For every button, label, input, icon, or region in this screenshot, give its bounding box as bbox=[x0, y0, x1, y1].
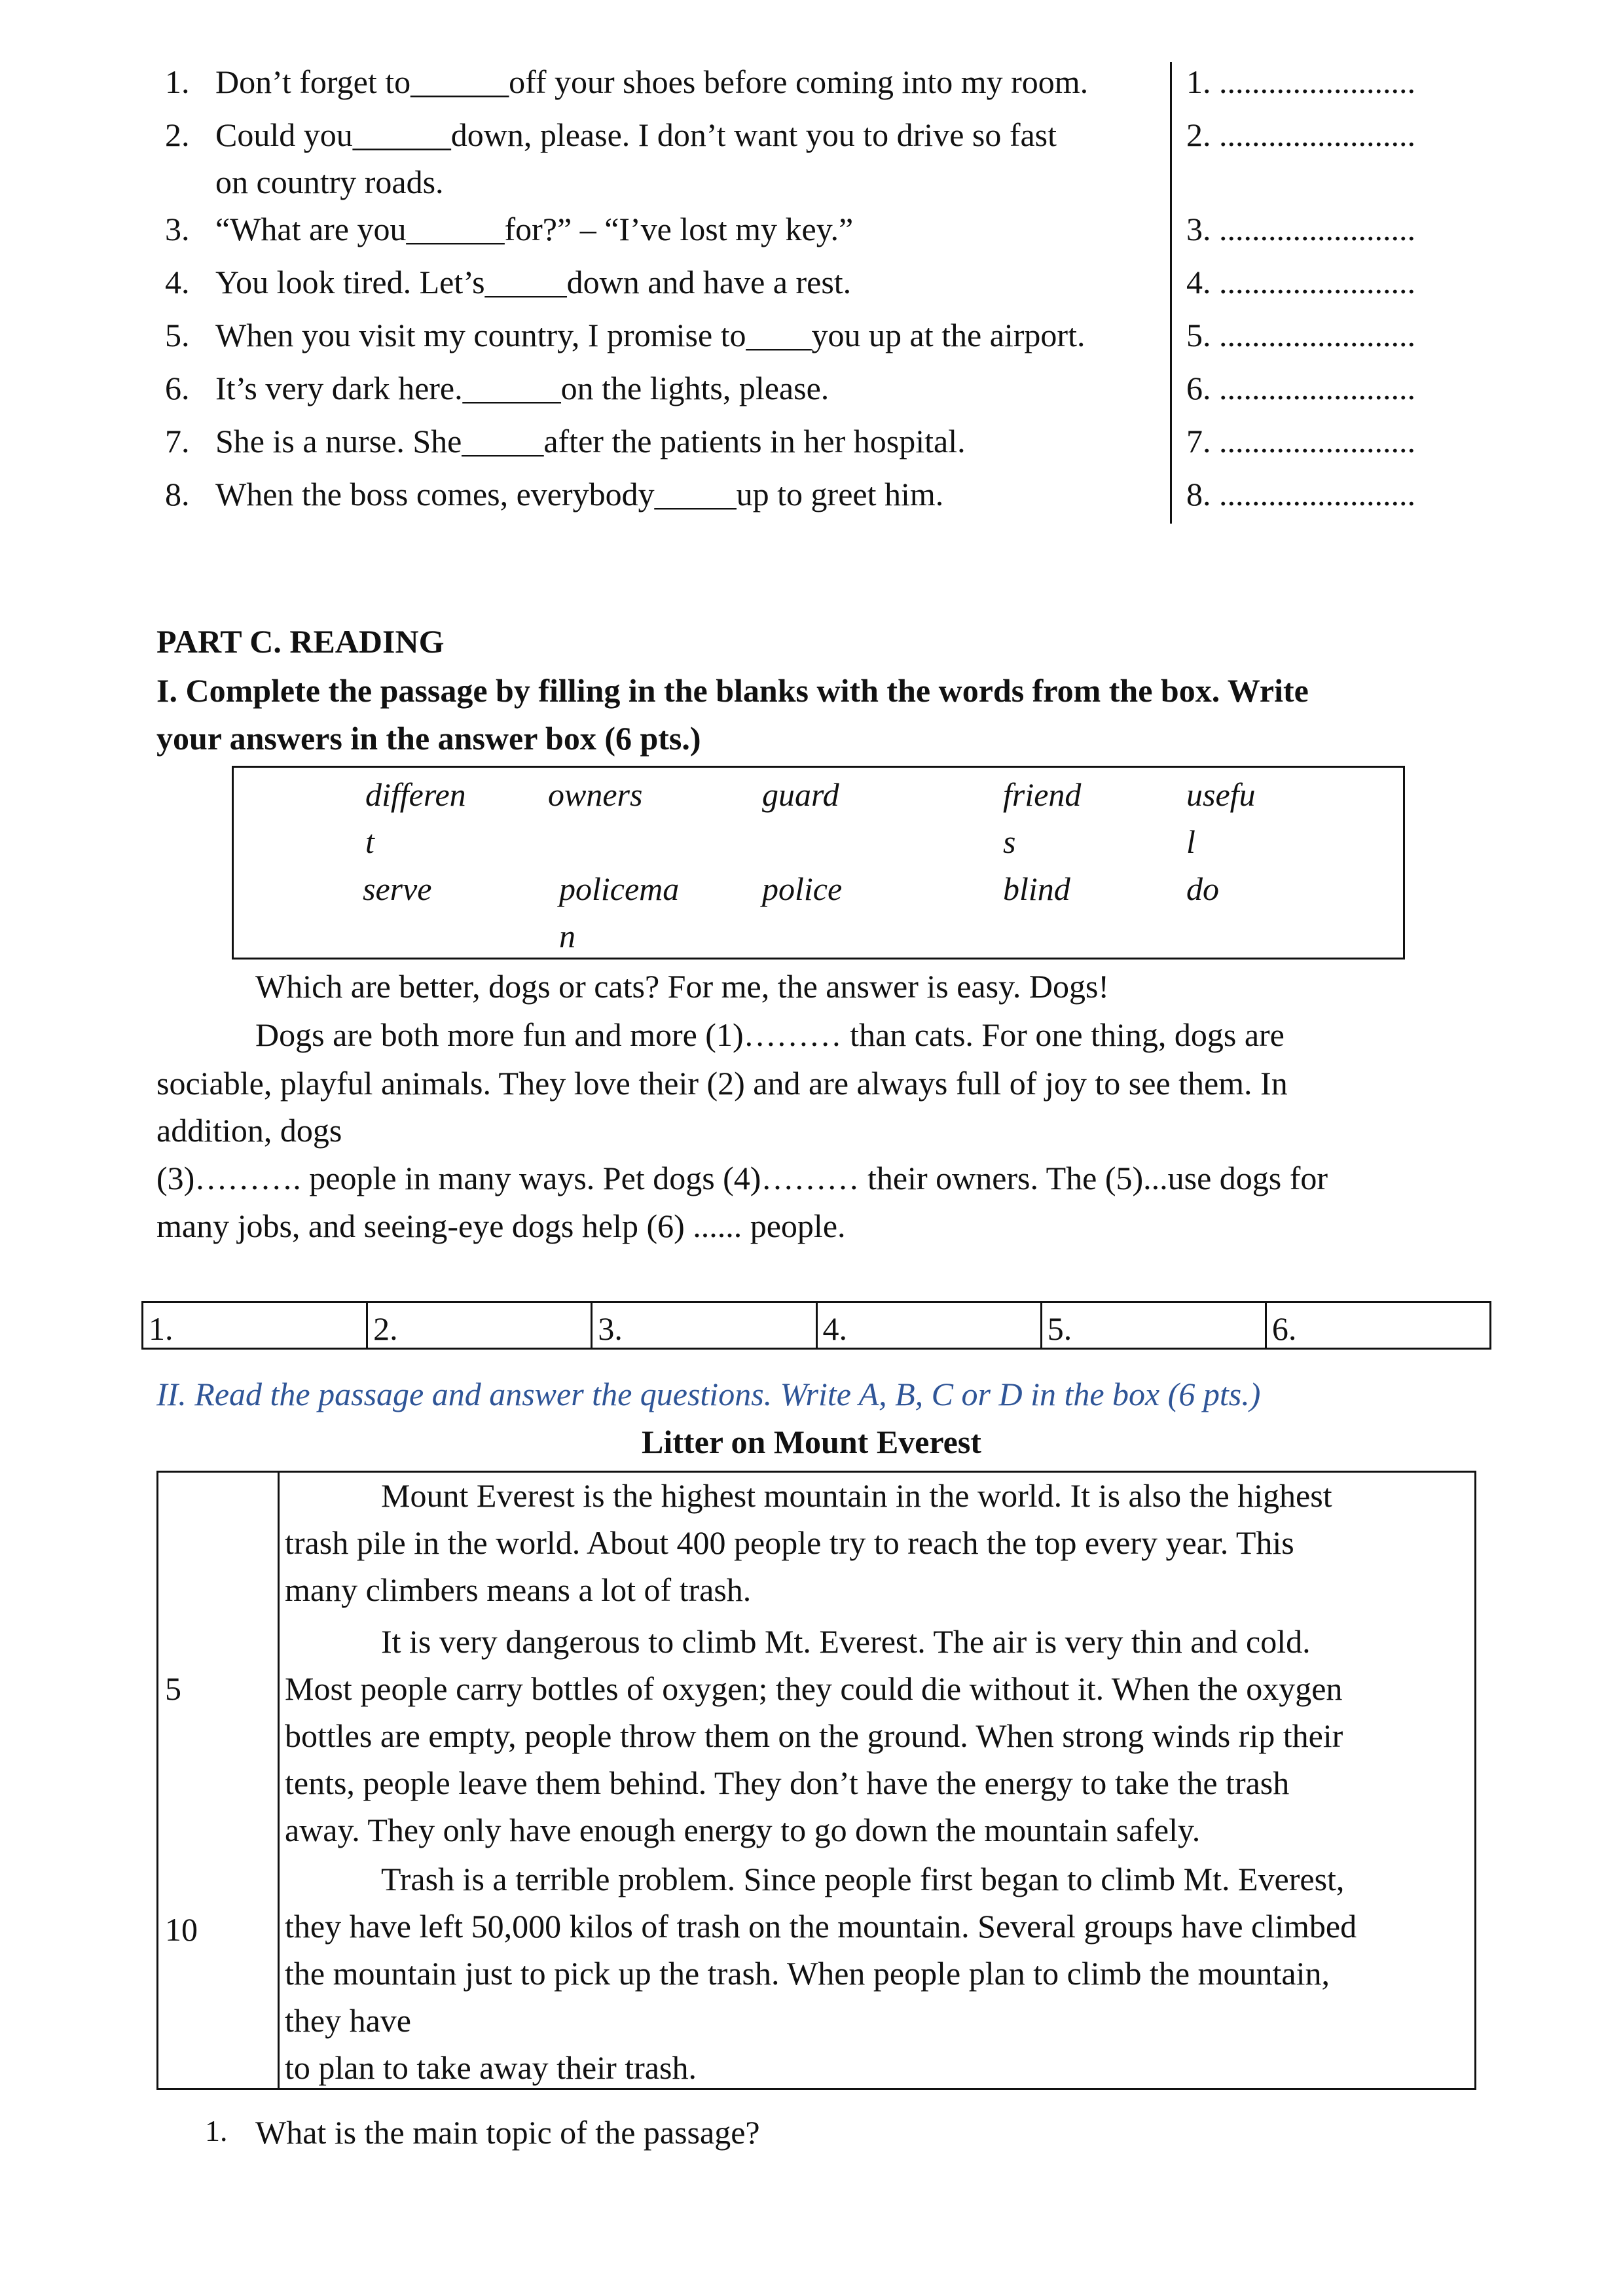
passage-line: Trash is a terrible problem. Since people first began to climb Mt. Everest, bbox=[381, 1861, 1345, 1897]
passage-line: bottles are empty, people throw them on the ground. When strong winds rip their bbox=[285, 1717, 1343, 1754]
item-number: 6. bbox=[165, 370, 190, 406]
item-text: It’s very dark here.______on the lights, please. bbox=[215, 370, 830, 406]
passage-line: many jobs, and seeing-eye dogs help (6) ...... people. bbox=[156, 1208, 846, 1244]
answer-line[interactable]: 8. ........................ bbox=[1186, 476, 1415, 512]
item-text: “What are you______for?” – “I’ve lost my key.” bbox=[215, 211, 854, 247]
word: friend bbox=[1003, 776, 1082, 813]
item-number: 2. bbox=[165, 117, 190, 153]
word: differen bbox=[365, 776, 466, 813]
answer-cell-2[interactable]: 2. bbox=[368, 1303, 593, 1348]
task2-title: Litter on Mount Everest bbox=[642, 1424, 981, 1460]
passage-line: tents, people leave them behind. They don’t have the energy to take the trash bbox=[285, 1765, 1290, 1801]
item-text: When you visit my country, I promise to____you up at the airport. bbox=[215, 317, 1085, 353]
answer-cell-3[interactable]: 3. bbox=[593, 1303, 817, 1348]
passage-line: (3)………. people in many ways. Pet dogs (4)……… their owners. The (5)...use dogs for bbox=[156, 1160, 1328, 1196]
word: do bbox=[1186, 870, 1219, 907]
word: police bbox=[762, 870, 843, 907]
word: l bbox=[1186, 823, 1195, 860]
answer-cell-5[interactable]: 5. bbox=[1042, 1303, 1267, 1348]
task1-instruction-cont: your answers in the answer box (6 pts.) bbox=[156, 720, 701, 757]
everest-passage-table bbox=[156, 1471, 1476, 2090]
answer-line[interactable]: 5. ........................ bbox=[1186, 317, 1415, 353]
word: s bbox=[1003, 823, 1016, 860]
question-number: 1. bbox=[205, 2114, 228, 2147]
item-number: 3. bbox=[165, 211, 190, 247]
word: policema bbox=[559, 870, 680, 907]
passage-line: Dogs are both more fun and more (1)……… than cats. For one thing, dogs are bbox=[255, 1016, 1285, 1053]
passage-line: many climbers means a lot of trash. bbox=[285, 1571, 752, 1608]
passage-line: Most people carry bottles of oxygen; they could die without it. When the oxygen bbox=[285, 1670, 1343, 1707]
word: blind bbox=[1003, 870, 1070, 907]
answer-line[interactable]: 7. ........................ bbox=[1186, 423, 1415, 459]
question-text: What is the main topic of the passage? bbox=[255, 2114, 760, 2151]
answer-line[interactable]: 4. ........................ bbox=[1186, 264, 1415, 300]
line-number-divider bbox=[278, 1473, 280, 2088]
word: n bbox=[559, 918, 575, 954]
answer-cell-4[interactable]: 4. bbox=[818, 1303, 1042, 1348]
passage-line: they have left 50,000 kilos of trash on the mountain. Several groups have climbed bbox=[285, 1908, 1357, 1945]
answer-cell-6[interactable]: 6. bbox=[1271, 1310, 1297, 1347]
word: usefu bbox=[1186, 776, 1256, 813]
passage-line: sociable, playful animals. They love their (2) and are always full of joy to see them. In bbox=[156, 1065, 1288, 1102]
passage-line: addition, dogs bbox=[156, 1112, 342, 1149]
passage-line: to plan to take away their trash. bbox=[285, 2049, 697, 2086]
item-text: You look tired. Let’s_____down and have a rest. bbox=[215, 264, 852, 300]
passage-line: Which are better, dogs or cats? For me, the answer is easy. Dogs! bbox=[255, 968, 1110, 1005]
item-number: 8. bbox=[165, 476, 190, 512]
item-number: 7. bbox=[165, 423, 190, 459]
item-text: Could you______down, please. I don’t want you to drive so fast bbox=[215, 117, 1057, 153]
answer-cell-1[interactable]: 1. bbox=[143, 1303, 368, 1348]
passage-line: the mountain just to pick up the trash. When people plan to climb the mountain, bbox=[285, 1955, 1330, 1992]
item-number: 1. bbox=[165, 63, 190, 100]
answer-box bbox=[141, 1301, 1491, 1350]
item-number: 4. bbox=[165, 264, 190, 300]
passage-line: Mount Everest is the highest mountain in the world. It is also the highest bbox=[381, 1477, 1332, 1514]
line-number: 10 bbox=[165, 1911, 198, 1948]
passage-line: away. They only have enough energy to go down the mountain safely. bbox=[285, 1812, 1201, 1848]
part-c-title: PART C. READING bbox=[156, 623, 445, 660]
passage-line: trash pile in the world. About 400 people try to reach the top every year. This bbox=[285, 1524, 1294, 1561]
answer-line[interactable]: 6. ........................ bbox=[1186, 370, 1415, 406]
answer-line[interactable]: 1. ........................ bbox=[1186, 63, 1415, 100]
word: serve bbox=[363, 870, 432, 907]
item-text-continued: on country roads. bbox=[215, 164, 444, 200]
passage-line: It is very dangerous to climb Mt. Everest. The air is very thin and cold. bbox=[381, 1623, 1311, 1660]
column-divider bbox=[1170, 62, 1172, 524]
item-number: 5. bbox=[165, 317, 190, 353]
line-number: 5 bbox=[165, 1670, 181, 1707]
item-text: When the boss comes, everybody_____up to greet him. bbox=[215, 476, 944, 512]
item-text: Don’t forget to______off your shoes before coming into my room. bbox=[215, 63, 1089, 100]
item-text: She is a nurse. She_____after the patients in her hospital. bbox=[215, 423, 966, 459]
task1-instruction: I. Complete the passage by filling in the blanks with the words from the box. Write bbox=[156, 672, 1309, 709]
passage-line: they have bbox=[285, 2002, 411, 2039]
answer-line[interactable]: 2. ........................ bbox=[1186, 117, 1415, 153]
word: t bbox=[365, 823, 374, 860]
answer-line[interactable]: 3. ........................ bbox=[1186, 211, 1415, 247]
word: guard bbox=[762, 776, 839, 813]
word: owners bbox=[548, 776, 643, 813]
task2-instruction: II. Read the passage and answer the questions. Write A, B, C or D in the box (6 pts.) bbox=[156, 1376, 1261, 1412]
word-box bbox=[232, 766, 1405, 960]
